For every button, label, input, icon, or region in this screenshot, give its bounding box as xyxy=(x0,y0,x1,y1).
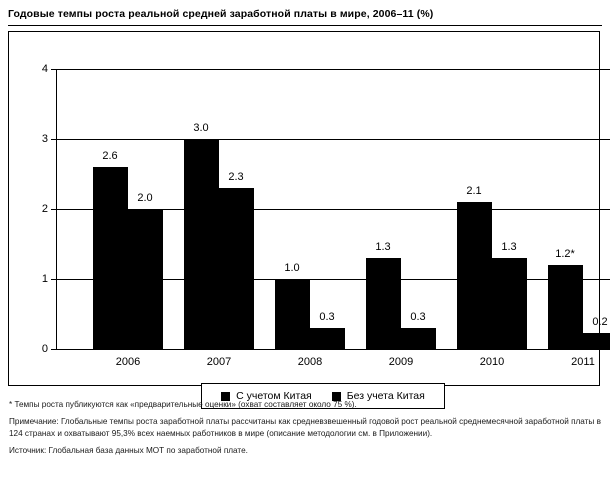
gridline-4 xyxy=(56,69,610,70)
ytick-mark-4 xyxy=(51,69,56,70)
bar-2007-with-china xyxy=(184,139,219,349)
bar-label-2009-with-china: 1.3 xyxy=(375,241,391,253)
plot-area xyxy=(41,63,610,368)
bar-2008-without-china xyxy=(310,328,345,349)
bar-label-2008-with-china: 1.0 xyxy=(284,262,300,274)
bar-2009-without-china xyxy=(401,328,436,349)
bar-2011-without-china xyxy=(583,333,610,349)
ytick-label-4: 4 xyxy=(41,63,48,75)
gridline-3 xyxy=(56,139,610,140)
bar-label-2008-without-china: 0.3 xyxy=(319,311,335,323)
source-text: Источник: Глобальная база данных МОТ по заработной плате. xyxy=(9,446,248,456)
note-text: Примечание: Глобальные темпы роста заработной платы рассчитаны как средневзвешенный годовой рост реальной среднемесячной заработной платы в 124 странах и охватывают 95,3% всех наемных работников в мире (описание методологии см. в Приложении). xyxy=(9,416,601,439)
chart-frame xyxy=(8,31,608,402)
ytick-mark-0 xyxy=(51,349,56,350)
bar-label-2006-without-china: 2.0 xyxy=(137,192,153,204)
ytick-mark-3 xyxy=(51,139,56,140)
bar-label-2009-without-china: 0.3 xyxy=(410,311,426,323)
bar-label-2010-without-china: 1.3 xyxy=(501,241,517,253)
xtick-label-2011: 2011 xyxy=(571,356,595,368)
xtick-label-2007: 2007 xyxy=(206,356,232,368)
bar-label-2007-with-china: 3.0 xyxy=(193,122,209,134)
bar-label-2007-without-china: 2.3 xyxy=(228,171,244,183)
bar-2009-with-china xyxy=(366,258,401,349)
bar-label-2011-with-china: 1.2* xyxy=(555,248,575,260)
xtick-label-2008: 2008 xyxy=(297,356,323,368)
bar-2006-without-china xyxy=(128,209,163,349)
ytick-label-2: 2 xyxy=(41,203,48,215)
title-divider xyxy=(8,25,602,26)
x-axis-line xyxy=(56,349,610,350)
page-title: Годовые темпы роста реальной средней заработной платы в мире, 2006–11 (%) xyxy=(8,8,434,20)
footnote-text: * Темпы роста публикуются как «предварительные оценки» (охват составляет около 75 %). xyxy=(9,400,357,409)
bar-2011-with-china xyxy=(548,265,583,349)
bar-label-2010-with-china: 2.1 xyxy=(466,185,482,197)
bar-2010-without-china xyxy=(492,258,527,349)
bar-label-2006-with-china: 2.6 xyxy=(102,150,118,162)
chart-notes xyxy=(9,399,605,462)
xtick-label-2010: 2010 xyxy=(479,356,505,368)
bar-2007-without-china xyxy=(219,188,254,349)
xtick-label-2009: 2009 xyxy=(388,356,414,368)
legend-label-with-china: С учетом Китая xyxy=(236,390,312,402)
bar-label-2011-without-china: 0.2 xyxy=(592,316,608,328)
legend-label-without-china: Без учета Китая xyxy=(346,390,425,402)
ytick-label-1: 1 xyxy=(41,273,48,285)
bar-2008-with-china xyxy=(275,279,310,349)
xtick-label-2006: 2006 xyxy=(115,356,141,368)
ytick-label-0: 0 xyxy=(41,343,48,355)
bar-2010-with-china xyxy=(457,202,492,349)
ytick-mark-2 xyxy=(51,209,56,210)
ytick-label-3: 3 xyxy=(41,133,48,145)
bar-2006-with-china xyxy=(93,167,128,349)
ytick-mark-1 xyxy=(51,279,56,280)
